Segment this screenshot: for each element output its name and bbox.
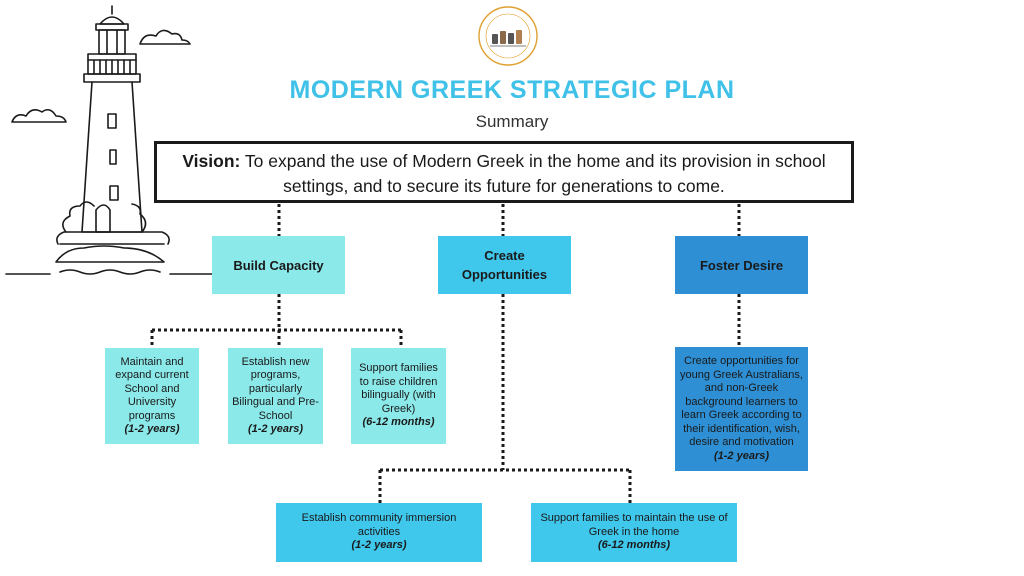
item-text: Create opportunities for young Greek Australians, and non-Greek background learners to learn Greek according to their identification, wish, desire and motivation: [680, 355, 803, 448]
item-duration: (1-2 years): [247, 423, 304, 435]
desire-item: [675, 347, 808, 471]
capacity-item: [351, 348, 446, 444]
item-text: Maintain and expand current School and University programs: [115, 355, 189, 422]
opportunity-item: [276, 503, 482, 562]
pillar-build-capacity: Build Capacity: [212, 236, 345, 294]
pillar-foster-desire: Foster Desire: [675, 236, 808, 294]
page-title: MODERN GREEK STRATEGIC PLAN: [289, 76, 735, 104]
page-subtitle: Summary: [475, 112, 549, 131]
item-text: Establish new programs, particularly Bilingual and Pre-School: [232, 355, 319, 422]
pillar-create-opportunities: Create Opportunities: [438, 236, 571, 294]
opportunity-item: [531, 503, 737, 562]
item-text: Support families to maintain the use of Greek in the home: [540, 512, 728, 538]
item-duration: (6-12 months): [362, 416, 435, 429]
capacity-item: [228, 348, 323, 444]
item-duration: (1-2 years): [351, 539, 407, 552]
vision-text: To expand the use of Modern Greek in the home and its provision in school settings, and to secure its future for generations to come.: [244, 151, 826, 196]
item-text: Support families to raise children bilingually (with Greek): [359, 362, 438, 415]
item-duration: (6-12 months): [597, 539, 671, 552]
vision-label: Vision:: [182, 151, 241, 171]
capacity-item: [105, 348, 199, 444]
item-text: Establish community immersion activities: [301, 512, 457, 538]
item-duration: (1-2 years): [124, 423, 180, 435]
item-duration: (1-2 years): [713, 449, 770, 462]
